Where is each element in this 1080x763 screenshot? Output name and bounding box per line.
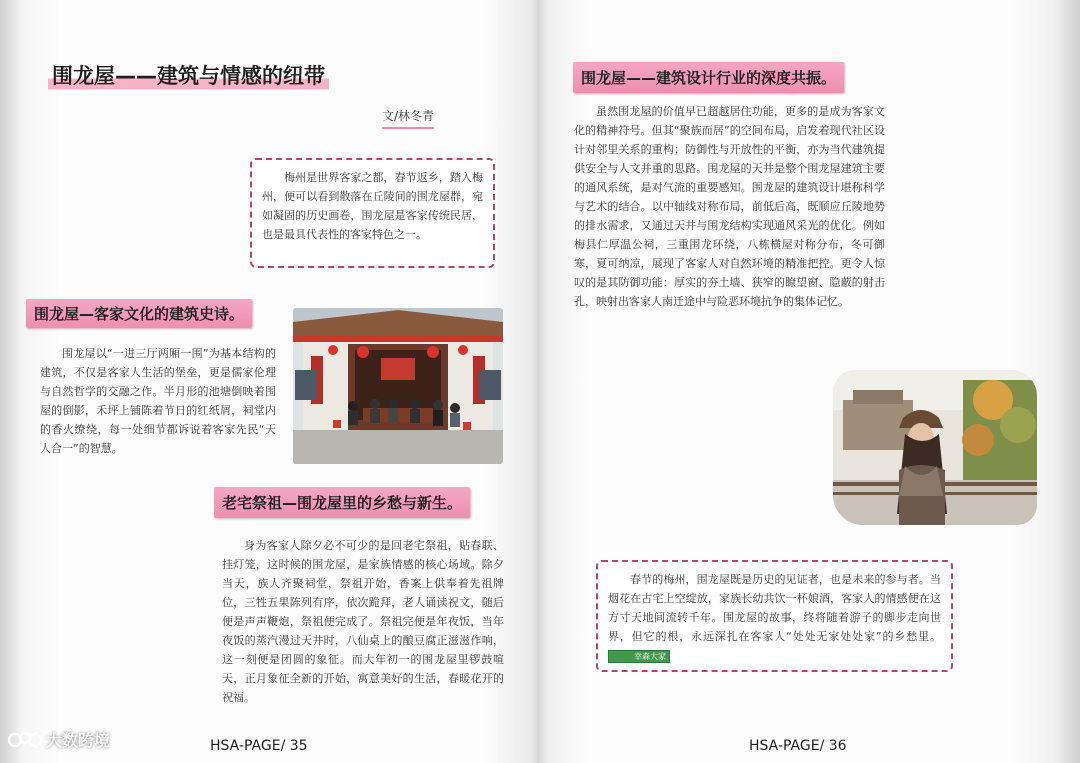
intro-box	[250, 158, 495, 268]
seal-stamp: 幸森大家	[608, 650, 670, 663]
section-body-architecture: 虽然围龙屋的价值早已超越居住功能，更多的是成为客家文化的精神符号。但其“聚族而居”的空间布局，启发着现代社区设计对邻里关系的重构；防御性与开放性的平衡，亦为当代建筑提供安全与人文并重的思路。围龙屋的天井是整个围龙屋建筑主要的通风系统，是对气流的重要感知。围龙屋的建筑设计堪称科学与艺术的结合。以中轴线对称布局，前低后高，既顺应丘陵地势的排水需求，又通过天井与围龙结构实现通风采光的优化。例如梅县仁厚温公祠，三重围龙环绕，八栋横屋对称分布，冬可御寒，夏可纳凉，展现了客家人对自然环境的精准把控。更令人惊叹的是其防御功能：厚实的夯土墙、狭窄的瞭望窗、隐蔽的射击孔，映射出客家人南迁途中与险恶环境抗争的集体记忆。	[574, 105, 885, 308]
outro-text	[608, 570, 941, 665]
intro-text: 梅州是世界客家之都，春节返乡，踏入梅州，便可以看到散落在丘陵间的围龙屋群，宛如凝固的历史画卷，围龙屋是客家传统民居，也是最具代表性的客家特色之一。	[262, 171, 483, 241]
left-page	[0, 0, 538, 763]
watermark	[8, 728, 110, 751]
logo-icon	[8, 729, 42, 751]
ancestral-hall-photo	[293, 308, 503, 464]
section-heading-ancestor-worship: 老宅祭祖—围龙屋里的乡愁与新生。	[214, 487, 470, 518]
ancestral-hall-image	[293, 308, 503, 464]
page-number-right: HSA-PAGE/ 36	[749, 738, 847, 754]
woman-portrait-image	[833, 370, 1037, 525]
page-title: 围龙屋——建筑与情感的纽带	[48, 58, 329, 92]
section-heading-history: 围龙屋—客家文化的建筑史诗。	[26, 299, 252, 328]
page-number-left: HSA-PAGE/ 35	[210, 738, 308, 754]
author-byline: 文/林冬青	[382, 107, 434, 129]
section-body-history: 围龙屋以“一进三厅两厢一围”为基本结构的建筑，不仅是客家人生活的堡垒，更是儒家伦理与自然哲学的交融之作。半月形的池塘倒映着围屋的倒影，禾坪上铺陈着节日的红纸屑，祠堂内的香火缭绕，每一处细节都诉说着客家先民“天人合一”的智慧。	[40, 347, 276, 455]
section-heading-architecture: 围龙屋——建筑设计行业的深度共振。	[573, 62, 844, 93]
watermark-text: 大数跨境	[46, 731, 111, 750]
outro-text-body: 春节的梅州，围龙屋既是历史的见证者，也是未来的参与者。当烟花在古宅上空绽放，家族长幼共饮一杯娘酒，客家人的情感便在这方寸天地间流转千年。围龙屋的故事，终将随着游子的脚步走向世界，但它的根，永远深扎在客家人“处处无家处处家”的乡愁里。	[608, 573, 941, 643]
section-body-ancestor-worship: 身为客家人除夕必不可少的是回老宅祭祖，贴春联、挂灯笼，这时候的围龙屋，是家族情感的核心场域。除夕当天，族人齐聚祠堂，祭祖开始，香案上供奉着先祖牌位，三牲五果陈列有序，依次跪拜，老人诵读祝文，随后便是声声鞭炮，祭祖便完成了。祭祖完便是年夜饭，当年夜饭的蒸汽漫过天井时，八仙桌上的酿豆腐正滋滋作响，这一刻便是团圆的象征。而大年初一的围龙屋里锣鼓喧天，正月象征全新的开始，寓意美好的生活，春暖花开的祝福。	[222, 539, 504, 704]
outro-box	[596, 560, 953, 672]
woman-portrait-photo	[833, 370, 1037, 525]
